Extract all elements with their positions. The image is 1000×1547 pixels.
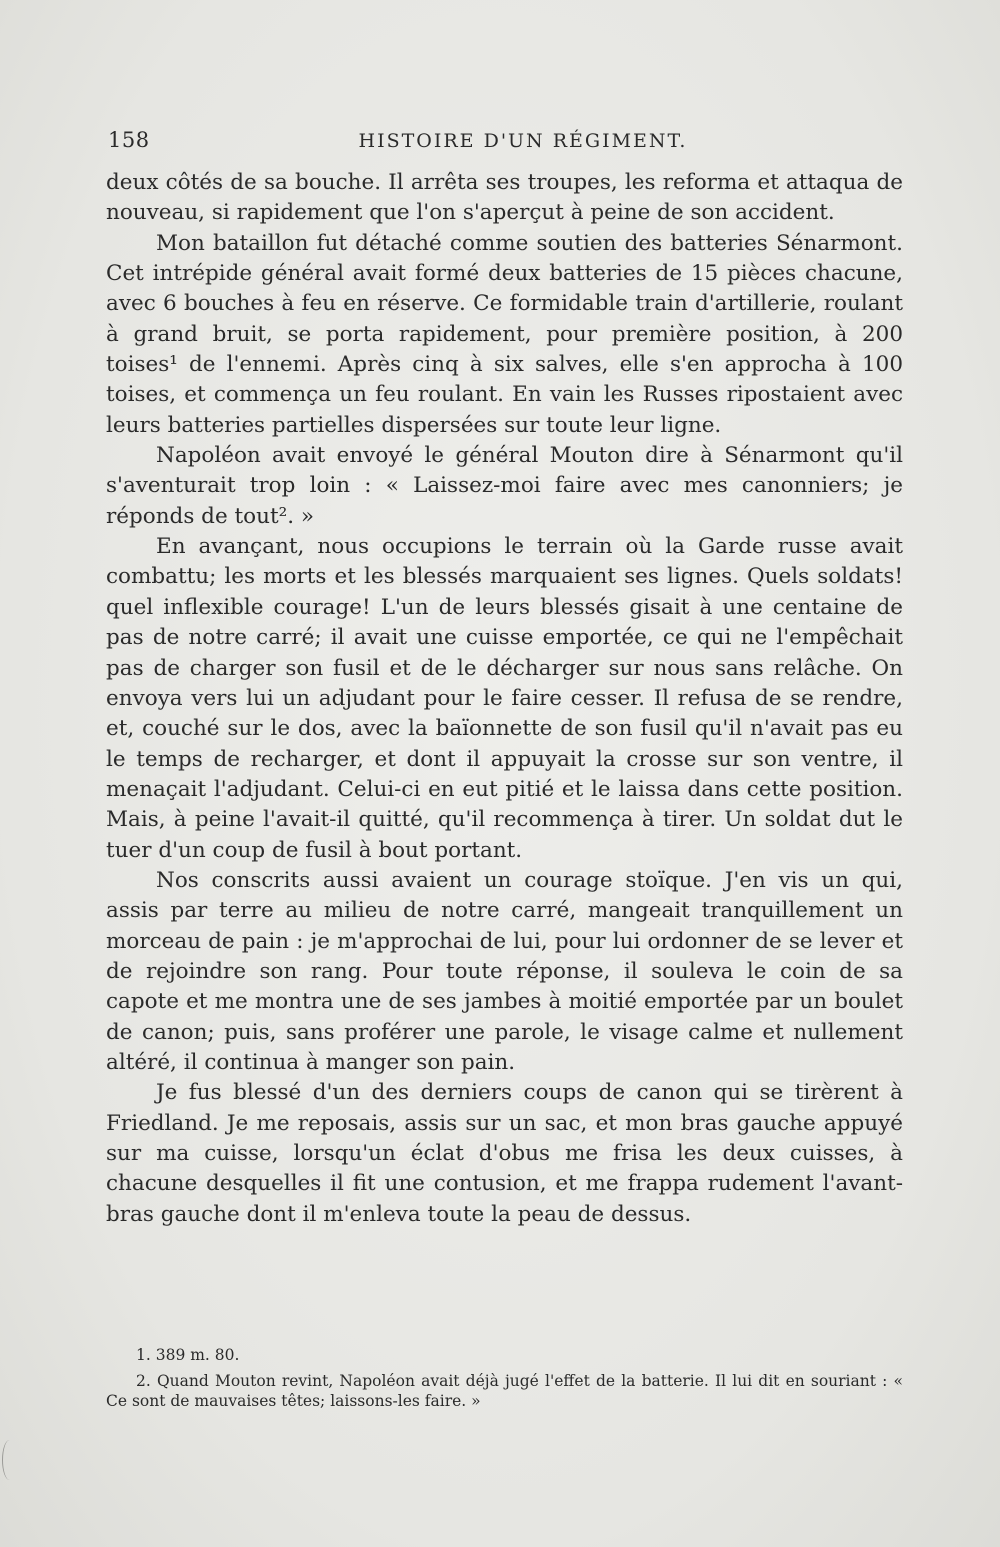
footnote: 2. Quand Mouton revint, Napoléon avait déjà jugé l'effet de la batterie. Il lui dit en souriant : « Ce sont de mauvaises têtes; laissons-les faire. » xyxy=(106,1372,903,1410)
page-header xyxy=(108,128,898,158)
page-edge-mark xyxy=(2,1440,17,1480)
paragraph: En avançant, nous occupions le terrain où la Garde russe avait combattu; les morts et les blessés marquaient ses lignes. Quels soldats! quel inflexible courage! L'un de leurs blessés gisait à une centaine de pas de notre carré; il avait une cuisse emportée, ce qui ne l'empêchait pas de charger son fusil et de le décharger sur nous sans relâche. On envoya vers lui un adjudant pour le faire cesser. Il refusa de se rendre, et, couché sur le dos, avec la baïonnette de son fusil qu'il n'avait pas eu le temps de recharger, et dont il appuyait la crosse sur son ventre, il menaçait l'adjudant. Celui-ci en eut pitié et le laissa dans cette position. Mais, à peine l'avait-il quitté, qu'il recommença à tirer. Un soldat dut le tuer d'un coup de fusil à bout portant. xyxy=(106,534,903,863)
paragraph: Mon bataillon fut détaché comme soutien des batteries Sénarmont. Cet intrépide général avait formé deux batteries de 15 pièces chacune, avec 6 bouches à feu en réserve. Ce formidable train d'artillerie, roulant à grand bruit, se porta rapidement, pour première position, à 200 toises¹ de l'ennemi. Après cinq à six salves, elle s'en approcha à 100 toises, et commença un feu roulant. En vain les Russes ripostaient avec leurs batteries partielles dispersées sur toute leur ligne. xyxy=(106,230,903,438)
paragraph: Je fus blessé d'un des derniers coups de canon qui se tirèrent à Friedland. Je me reposais, assis sur un sac, et mon bras gauche appuyé sur ma cuisse, lorsqu'un éclat d'obus me frisa les deux cuisses, à chacune desquelles il fit une contusion, et me frappa rudement l'avant-bras gauche dont il m'enleva toute la peau de dessus. xyxy=(106,1080,903,1227)
footnote: 1. 389 m. 80. xyxy=(136,1346,240,1364)
paragraph: deux côtés de sa bouche. Il arrêta ses troupes, les reforma et attaqua de nouveau, si rapidement que l'on s'aperçut à peine de son accident. xyxy=(106,170,903,226)
paragraph: Nos conscrits aussi avaient un courage stoïque. J'en vis un qui, assis par terre au milieu de notre carré, mangeait tranquillement un morceau de pain : je m'approchai de lui, pour lui ordonner de se lever et de rejoindre son rang. Pour toute réponse, il souleva le coin de sa capote et me montra une de ses jambes à moitié emportée par un boulet de canon; puis, sans proférer une parole, le visage calme et nullement altéré, il continua à manger son pain. xyxy=(106,867,903,1075)
running-title: HISTOIRE D'UN RÉGIMENT. xyxy=(358,130,688,152)
footnotes xyxy=(106,1345,903,1411)
page-number: 158 xyxy=(108,128,150,152)
paragraph: Napoléon avait envoyé le général Mouton dire à Sénarmont qu'il s'aventurait trop loin : « Laissez-moi faire avec mes canonniers; je réponds de tout². » xyxy=(106,443,903,529)
body-text xyxy=(106,168,903,1230)
